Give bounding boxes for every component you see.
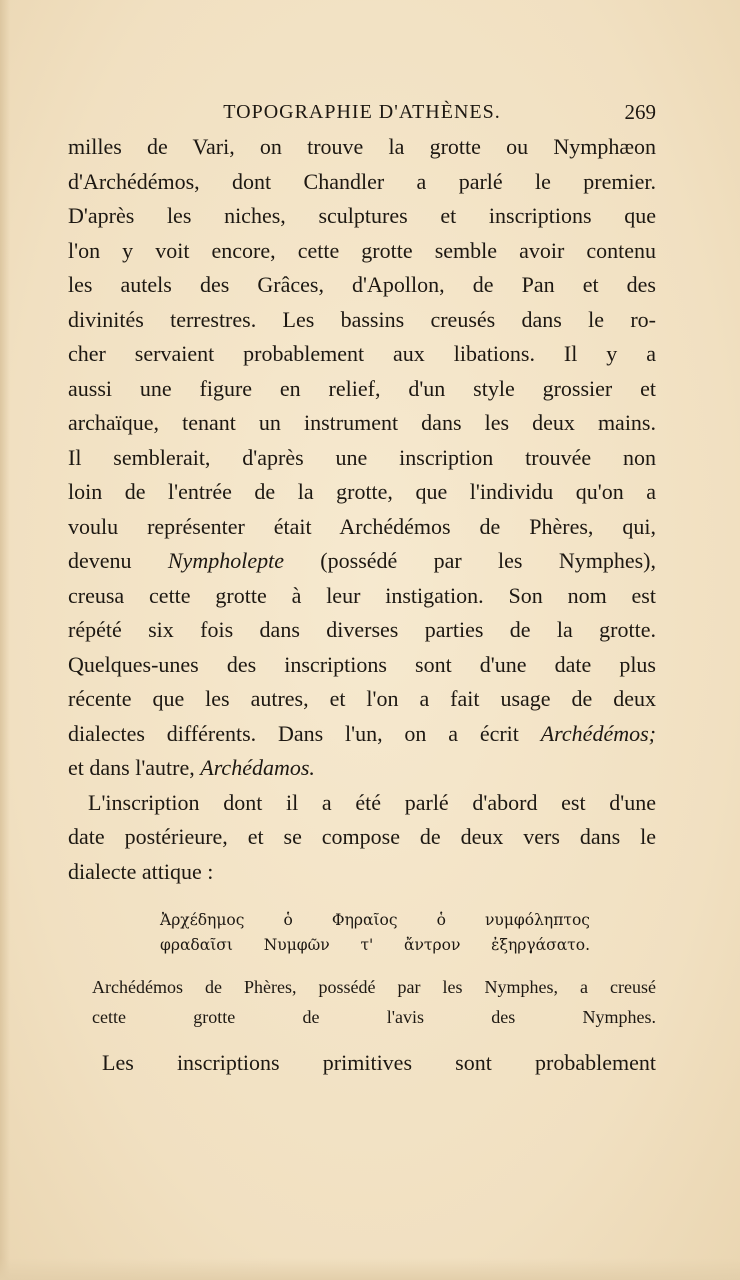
translation-line: cette grotte de l'avis des Nymphes. <box>92 1007 656 1027</box>
greek-verse-line: φραδαῖσι Νυμφῶν τ' ἄντρον ἐξηργάσατο. <box>160 936 590 954</box>
text-line: cher servaient probablement aux libations. Il y a <box>68 341 656 366</box>
text-line <box>68 717 656 752</box>
text-line: voulu représenter était Archédémos de Phères, qui, <box>68 513 656 539</box>
translation-line: Archédémos de Phères, possédé par les Nymphes, a creusé <box>92 977 656 997</box>
text-line: divinités terrestres. Les bassins creusés dans le ro- <box>68 306 656 332</box>
text-run: (possédé par les Nymphes), <box>283 548 656 573</box>
text-line <box>68 751 656 786</box>
text-line: archaïque, tenant un instrument dans les deux mains. <box>68 410 656 435</box>
text-line: loin de l'entrée de la grotte, que l'individu qu'on a <box>68 479 656 504</box>
text-line: les autels des Grâces, d'Apollon, de Pan et des <box>68 272 656 297</box>
page-header <box>68 97 656 127</box>
text-line: Il semblerait, d'après une inscription trouvée non <box>68 444 656 470</box>
italic-term-nympholepte: Nympholepte <box>167 548 284 573</box>
text-line <box>68 544 656 579</box>
page-left-edge-shadow <box>0 0 10 1280</box>
text-line: répété six fois dans diverses parties de la grotte. <box>68 617 656 642</box>
text-line: L'inscription dont il a été parlé d'abord est d'une <box>88 789 656 815</box>
text-line: dialecte attique : <box>68 858 214 884</box>
greek-inscription <box>160 908 590 958</box>
body-text <box>68 130 656 889</box>
page-bottom-edge-shadow <box>0 1258 740 1280</box>
text-line: l'on y voit encore, cette grotte semble avoir contenu <box>68 237 656 263</box>
inscription-translation <box>92 972 656 1032</box>
text-line: creusa cette grotte à leur instigation. Son nom est <box>68 582 656 608</box>
text-run: et dans l'autre, <box>68 755 201 780</box>
text-line: date postérieure, et se compose de deux vers dans le <box>68 824 656 849</box>
text-line: d'Archédémos, dont Chandler a parlé le premier. <box>68 168 656 194</box>
running-head: TOPOGRAPHIE D'ATHÈNES. <box>223 101 501 123</box>
text-line: D'après les niches, sculptures et inscriptions que <box>68 203 656 228</box>
text-run: devenu <box>68 548 168 573</box>
greek-verse-line: Ἀρχέδημος ὁ Φηραῖος ὁ νυμφόληπτος <box>160 911 590 929</box>
text-line: Quelques-unes des inscriptions sont d'une date plus <box>68 651 656 677</box>
italic-term-archedamos: Archédamos. <box>200 755 315 780</box>
text-run: dialectes différents. Dans l'un, on a écrit <box>68 720 541 746</box>
text-line: milles de Vari, on trouve la grotte ou Nymphæon <box>68 134 656 159</box>
italic-term-archedemos: Archédémos; <box>540 720 656 746</box>
final-text-line: Les inscriptions primitives sont probablement <box>102 1050 656 1075</box>
page-number: 269 <box>624 100 656 124</box>
text-line: aussi une figure en relief, d'un style grossier et <box>68 375 656 401</box>
text-line: récente que les autres, et l'on a fait usage de deux <box>68 686 656 711</box>
